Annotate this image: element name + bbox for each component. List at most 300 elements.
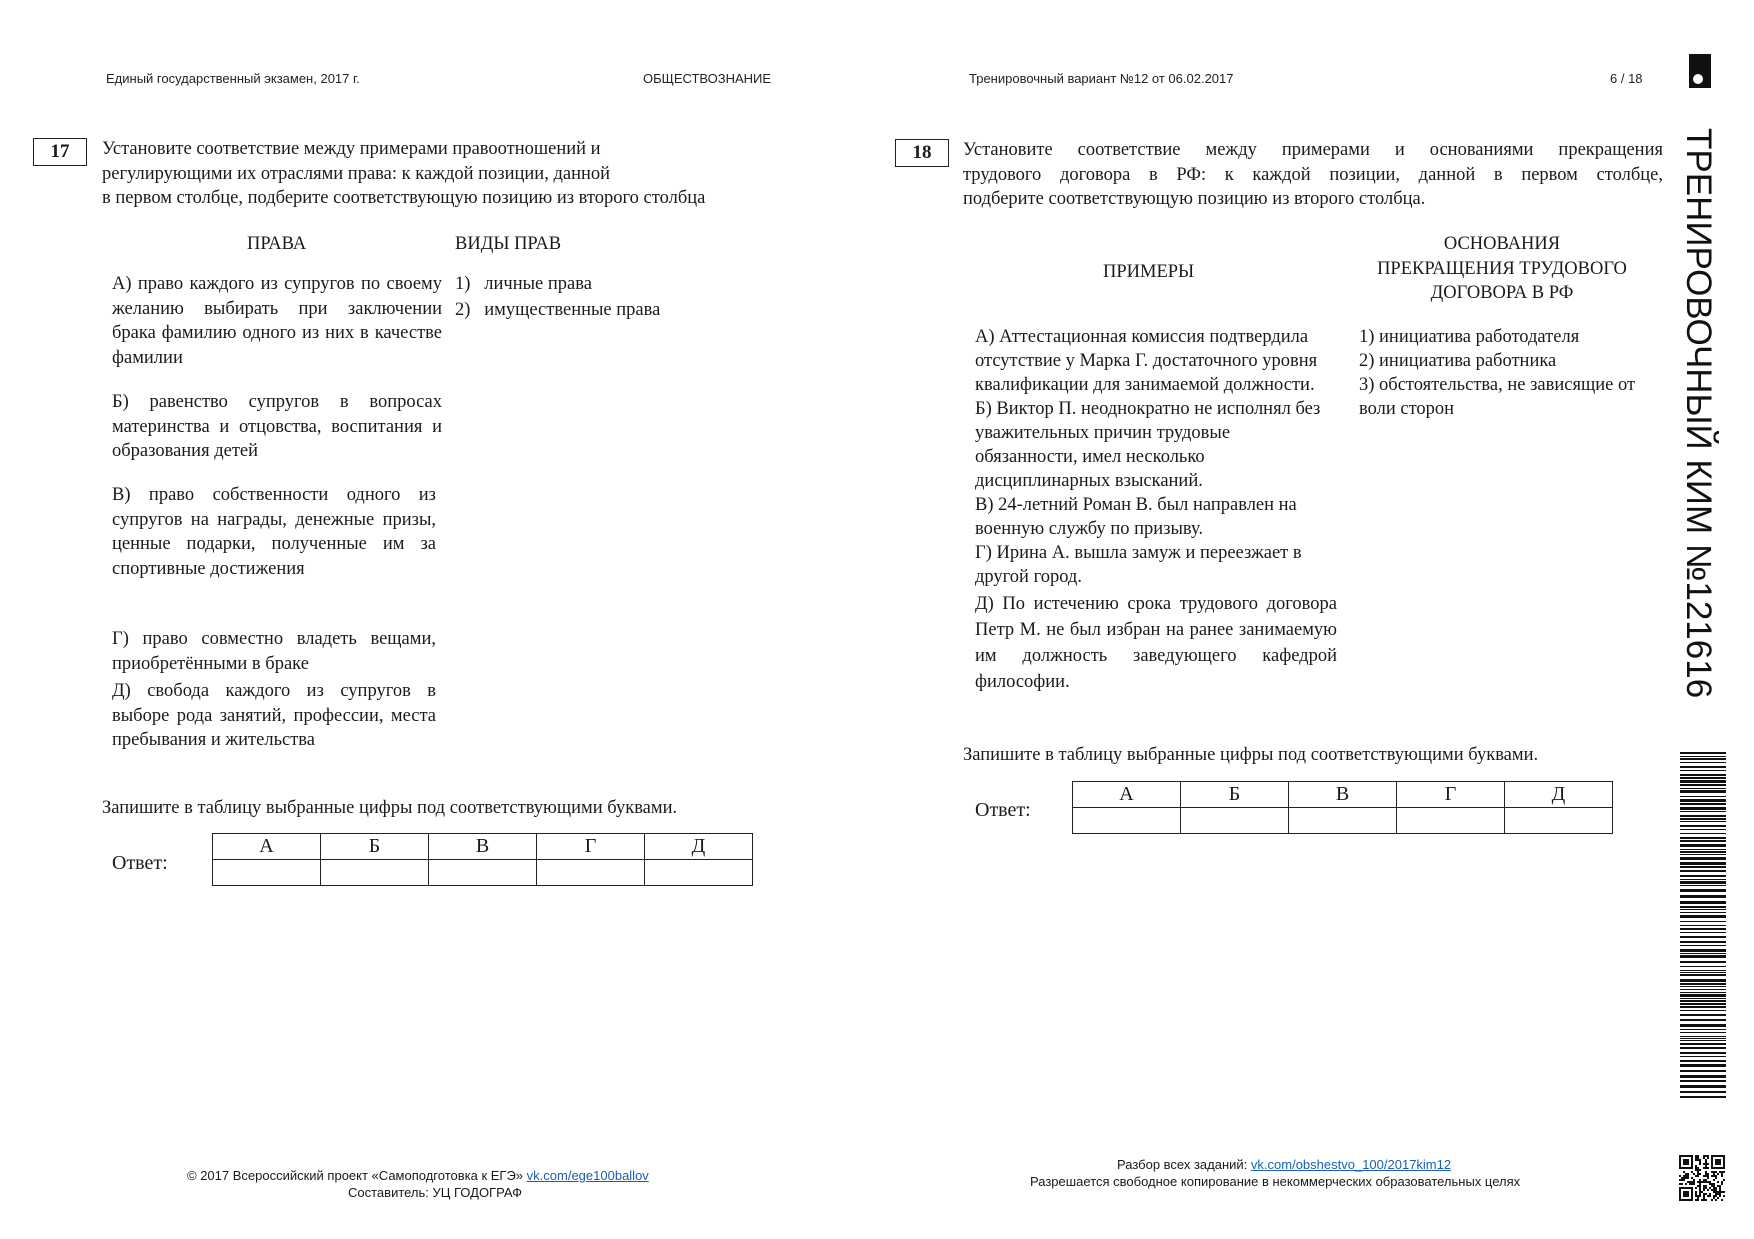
barcode-bar [1680,774,1726,776]
barcode-bar [1680,758,1726,760]
qr-module [1715,1167,1717,1169]
barcode-bar [1680,833,1726,834]
qr-module [1683,1193,1685,1195]
qr-module [1711,1165,1713,1167]
qr-module [1687,1161,1689,1163]
qr-module [1697,1157,1699,1159]
qr-module [1705,1163,1707,1165]
q17-item-e: Д) свобода каждого из супругов в выборе рода занятий, профессии, места пребывания и жительства [112,681,436,750]
qr-module [1705,1193,1707,1195]
q17-letter: Д [645,834,753,860]
barcode-bar [1680,815,1726,817]
qr-module [1715,1163,1717,1165]
qr-module [1691,1157,1693,1159]
q17-answer-cell-b[interactable] [321,860,429,886]
qr-module [1707,1175,1709,1177]
qr-module [1711,1163,1713,1165]
barcode-bar [1680,879,1726,880]
qr-module [1715,1193,1717,1195]
qr-module [1691,1183,1693,1185]
qr-module [1705,1181,1707,1183]
qr-module [1705,1187,1707,1189]
q17-item-b: Б) равенство супругов в вопросах материнства и отцовства, воспитания и образования детей [112,392,442,461]
barcode-bar [1680,762,1726,763]
qr-module [1683,1191,1685,1193]
qr-module [1703,1197,1705,1199]
qr-module [1705,1175,1707,1177]
qr-module [1687,1159,1689,1161]
qr-module [1685,1193,1687,1195]
qr-module [1683,1163,1685,1165]
qr-module [1723,1159,1725,1161]
qr-module [1693,1179,1695,1181]
qr-module [1703,1179,1705,1181]
qr-module [1719,1187,1721,1189]
q17-prompt-line: регулирующими их отраслями права: к каждой позиции, данной [102,163,611,184]
qr-module [1697,1167,1699,1169]
qr-module [1715,1161,1717,1163]
qr-module [1691,1155,1693,1157]
barcode-bar [1680,854,1726,855]
q18-items [975,325,1337,695]
qr-module [1721,1181,1723,1183]
barcode-bar [1680,992,1726,993]
qr-module [1717,1161,1719,1163]
qr-module [1723,1161,1725,1163]
qr-module [1683,1171,1685,1173]
qr-module [1721,1199,1723,1201]
qr-module [1703,1189,1705,1191]
q17-number: 17 [33,138,87,166]
q18-instruction: Запишите в таблицу выбранные цифры под соответствующими буквами. [963,745,1539,765]
qr-module [1705,1173,1707,1175]
qr-module [1699,1163,1701,1165]
q18-option-1: 1) инициатива работодателя [1359,327,1580,347]
qr-module [1687,1173,1689,1175]
qr-module [1683,1159,1685,1161]
qr-module [1687,1163,1689,1165]
barcode-bar [1680,912,1726,913]
qr-module [1687,1181,1689,1183]
header-variant: Тренировочный вариант №12 от 06.02.2017 [969,71,1234,86]
q18-prompt-line: подберите соответствующую позицию из второго столбца. [963,189,1426,209]
qr-module [1717,1167,1719,1169]
qr-module [1713,1185,1715,1187]
footer-left-link[interactable]: vk.com/ege100ballov [526,1168,649,1183]
qr-module [1719,1195,1721,1197]
qr-module [1711,1175,1713,1177]
footer-right [1117,1157,1451,1172]
qr-module [1723,1179,1725,1181]
qr-module [1681,1179,1683,1181]
footer-right-link[interactable]: vk.com/obshestvo_100/2017kim12 [1250,1157,1452,1172]
q18-answer-cell-b[interactable] [1181,808,1289,834]
qr-module [1683,1177,1685,1179]
q18-item-a: А) Аттестационная комиссия подтвердила отсутствие у Марка Г. достаточного уровня квалификации для занимаемой должности. [975,327,1318,395]
qr-module [1683,1175,1685,1177]
barcode-bar [1680,1052,1726,1054]
qr-module [1699,1195,1701,1197]
q17-answer-cell-c[interactable] [429,860,537,886]
barcode-bar [1680,972,1726,973]
barcode-bar [1680,857,1726,860]
barcode-bar [1680,966,1726,967]
barcode-bar [1680,1064,1726,1067]
q18-option-2: 2) инициатива работника [1359,351,1557,371]
barcode-bar [1680,949,1726,952]
qr-module [1699,1191,1701,1193]
qr-module [1719,1185,1721,1187]
footer-review-text: Разбор всех заданий: [1117,1157,1248,1172]
qr-module [1683,1167,1685,1169]
qr-module [1709,1181,1711,1183]
qr-module [1703,1155,1705,1157]
qr-module [1679,1159,1681,1161]
barcode-bar [1680,1006,1726,1008]
qr-module [1687,1155,1689,1157]
qr-module [1707,1177,1709,1179]
qr-module [1715,1171,1717,1173]
q18-number: 18 [895,139,949,167]
barcode-bar [1680,936,1726,938]
barcode-bar [1680,889,1726,892]
qr-module [1719,1159,1721,1161]
qr-module [1709,1183,1711,1185]
barcode-bar [1680,1032,1726,1033]
header-subject: ОБЩЕСТВОЗНАНИЕ [643,71,772,86]
corner-marker-dot [1693,74,1703,84]
q18-item-c: В) 24-летний Роман В. был направлен на военную службу по призыву. [975,495,1297,539]
barcode-bar [1680,1003,1726,1005]
qr-module [1691,1199,1693,1201]
qr-module [1719,1189,1721,1191]
qr-module [1679,1183,1681,1185]
q17-answer-label: Ответ: [112,852,168,874]
barcode-bar [1680,849,1726,850]
barcode-bar [1680,788,1726,789]
qr-module [1683,1187,1685,1189]
barcode-bar [1680,851,1726,853]
qr-module [1703,1157,1705,1159]
qr-module [1721,1155,1723,1157]
qr-module [1703,1193,1705,1195]
qr-module [1721,1171,1723,1173]
qr-module [1719,1171,1721,1173]
qr-module [1713,1175,1715,1177]
barcode-bar [1680,921,1726,922]
qr-module [1707,1155,1709,1157]
q17-prompt [102,137,792,211]
qr-module [1695,1157,1697,1159]
qr-module [1687,1177,1689,1179]
qr-module [1699,1189,1701,1191]
qr-module [1719,1155,1721,1157]
barcode-bar [1680,945,1726,946]
qr-module [1715,1191,1717,1193]
q18-letter: Б [1181,782,1289,808]
qr-module [1685,1161,1687,1163]
qr-module [1713,1191,1715,1193]
barcode-bar [1680,1014,1726,1016]
qr-module [1685,1183,1687,1185]
q18-col1-header: ПРИМЕРЫ [1103,262,1195,282]
qr-module [1711,1171,1713,1173]
qr-module [1713,1183,1715,1185]
qr-module [1689,1187,1691,1189]
qr-module [1699,1173,1701,1175]
barcode-bar [1680,862,1726,865]
qr-module [1715,1175,1717,1177]
barcode-bar [1680,974,1726,976]
qr-module [1691,1165,1693,1167]
qr-module [1723,1171,1725,1173]
q18-letter: А [1073,782,1181,808]
qr-module [1723,1163,1725,1165]
barcode-bar [1680,932,1726,933]
qr-module [1685,1173,1687,1175]
qr-code [1679,1155,1725,1201]
barcode-bar [1680,941,1726,943]
q18-answer-label: Ответ: [975,799,1031,821]
qr-module [1687,1195,1689,1197]
q17-col1-header: ПРАВА [247,234,307,254]
qr-module [1695,1175,1697,1177]
qr-module [1685,1191,1687,1193]
qr-module [1717,1193,1719,1195]
qr-module [1699,1179,1701,1181]
barcode-bar [1680,770,1726,771]
qr-module [1685,1163,1687,1165]
qr-module [1721,1183,1723,1185]
barcode-bar [1680,1040,1726,1041]
q18-item-e: Д) По истечению срока трудового договора Петр М. не был избран на ранее занимаемую им должность заведующего кафедрой философии. [975,594,1337,692]
qr-module [1691,1161,1693,1163]
barcode-bar [1680,844,1726,847]
barcode-bar [1680,866,1726,868]
qr-module [1697,1155,1699,1157]
barcode-bar [1680,1047,1726,1049]
barcode-bar [1680,870,1726,872]
qr-module [1699,1181,1701,1183]
barcode-bar [1680,1080,1726,1082]
q18-item-b: Б) Виктор П. неоднократно не исполнял без уважительных причин трудовые обязанности, имел несколько дисциплинарных взысканий. [975,399,1321,491]
qr-module [1683,1161,1685,1163]
qr-module [1711,1199,1713,1201]
barcode-bar [1680,925,1726,926]
q18-letter: Г [1397,782,1505,808]
barcode-bar [1680,811,1726,812]
barcode-bar [1680,885,1726,886]
barcode-bar [1680,998,1726,999]
barcode-bar [1680,979,1726,982]
qr-module [1685,1159,1687,1161]
barcode-bar [1680,895,1726,898]
barcode-bar [1680,752,1726,754]
qr-module [1717,1191,1719,1193]
qr-module [1679,1193,1681,1195]
qr-module [1697,1175,1699,1177]
q18-col2-header-line: ДОГОВОРА В РФ [1430,283,1574,303]
barcode-bar [1680,915,1726,918]
barcode-bar [1680,909,1726,910]
qr-module [1705,1155,1707,1157]
qr-module [1715,1195,1717,1197]
qr-module [1719,1163,1721,1165]
qr-module [1705,1185,1707,1187]
q18-item-d: Г) Ирина А. вышла замуж и переезжает в другой город. [975,543,1302,587]
qr-module [1721,1175,1723,1177]
qr-module [1715,1177,1717,1179]
barcode [1680,752,1726,1100]
qr-module [1691,1159,1693,1161]
q18-col2-header-line: ОСНОВАНИЯ [1443,234,1561,254]
qr-module [1713,1187,1715,1189]
qr-module [1691,1181,1693,1183]
page-number: 6 / 18 [1610,71,1643,86]
qr-module [1693,1181,1695,1183]
qr-module [1691,1189,1693,1191]
qr-module [1685,1187,1687,1189]
qr-module [1713,1197,1715,1199]
q18-answer-cell-e[interactable] [1505,808,1613,834]
qr-module [1709,1187,1711,1189]
barcode-bar [1680,1091,1726,1093]
qr-module [1721,1167,1723,1169]
qr-module [1715,1159,1717,1161]
qr-module [1711,1189,1713,1191]
q17-option-1: 1) личные права [455,274,592,294]
q18-prompt [963,138,1663,212]
barcode-bar [1680,837,1726,839]
barcode-bar [1680,818,1726,820]
qr-module [1713,1155,1715,1157]
qr-module [1703,1199,1705,1201]
q17-item-c: В) право собственности одного из супругов на награды, денежные призы, ценные подарки, полученные им за спортивные достижения [112,485,436,579]
qr-module [1679,1167,1681,1169]
qr-module [1691,1187,1693,1189]
barcode-bar [1680,1038,1726,1039]
q17-instruction: Запишите в таблицу выбранные цифры под соответствующими буквами. [102,798,678,818]
q18-answer-cell-d[interactable] [1397,808,1505,834]
barcode-bar [1680,829,1726,830]
qr-module [1715,1199,1717,1201]
barcode-bar [1680,1085,1726,1088]
qr-module [1703,1167,1705,1169]
qr-module [1717,1197,1719,1199]
qr-module [1691,1177,1693,1179]
barcode-bar [1680,875,1726,877]
barcode-bar [1680,796,1726,797]
barcode-bar [1680,780,1726,783]
barcode-bar [1680,821,1726,822]
qr-module [1709,1195,1711,1197]
qr-module [1703,1163,1705,1165]
qr-module [1717,1181,1719,1183]
q18-answer-cell-c[interactable] [1289,808,1397,834]
qr-module [1701,1199,1703,1201]
qr-module [1693,1183,1695,1185]
footer-left [187,1168,649,1183]
barcode-bar [1680,955,1726,958]
qr-module [1705,1161,1707,1163]
qr-module [1705,1159,1707,1161]
qr-module [1723,1195,1725,1197]
qr-module [1689,1183,1691,1185]
q17-col2-header: ВИДЫ ПРАВ [455,234,562,254]
qr-module [1687,1167,1689,1169]
q17-answer-table [212,833,753,886]
qr-module [1717,1159,1719,1161]
q18-col2-header [1352,232,1652,306]
qr-module [1715,1187,1717,1189]
qr-module [1679,1187,1681,1189]
qr-module [1707,1163,1709,1165]
qr-module [1707,1181,1709,1183]
qr-module [1687,1193,1689,1195]
barcode-bar [1680,1024,1726,1027]
qr-module [1715,1189,1717,1191]
qr-module [1713,1189,1715,1191]
q18-prompt-line: трудового договора в РФ: к каждой позиции, данной в первом столбце, [963,164,1663,185]
qr-module [1723,1165,1725,1167]
q17-item-d: Г) право совместно владеть вещами, приобретёнными в браке [112,629,436,674]
qr-module [1695,1191,1697,1193]
barcode-bar [1680,1060,1726,1062]
qr-module [1679,1165,1681,1167]
qr-module [1707,1195,1709,1197]
barcode-bar [1680,986,1726,987]
qr-module [1683,1179,1685,1181]
q17-answer-cell-d[interactable] [537,860,645,886]
qr-module [1691,1193,1693,1195]
qr-module [1695,1167,1697,1169]
qr-module [1689,1199,1691,1201]
qr-module [1711,1161,1713,1163]
qr-module [1719,1191,1721,1193]
qr-module [1687,1191,1689,1193]
q18-options [1359,325,1659,421]
qr-module [1699,1159,1701,1161]
q18-option-3: 3) обстоятельства, не зависящие от воли сторон [1359,375,1636,419]
qr-module [1707,1173,1709,1175]
qr-module [1721,1173,1723,1175]
q17-item-a: А) право каждого из супругов по своему желанию выбирать при заключении брака фамилию одного из них в качестве фамилии [112,274,442,368]
qr-module [1691,1171,1693,1173]
qr-module [1683,1195,1685,1197]
qr-module [1723,1155,1725,1157]
q17-answer-cell-e[interactable] [645,860,753,886]
qr-module [1705,1165,1707,1167]
qr-module [1707,1189,1709,1191]
barcode-bar [1680,994,1726,997]
qr-module [1699,1187,1701,1189]
barcode-bar [1680,1000,1726,1002]
qr-module [1723,1157,1725,1159]
qr-module [1679,1175,1681,1177]
qr-module [1699,1193,1701,1195]
q18-answer-cell-a[interactable] [1073,808,1181,834]
qr-module [1681,1177,1683,1179]
qr-module [1695,1195,1697,1197]
q18-letter: Д [1505,782,1613,808]
qr-module [1713,1179,1715,1181]
q17-answer-cell-a[interactable] [213,860,321,886]
qr-module [1679,1161,1681,1163]
qr-module [1697,1173,1699,1175]
qr-module [1701,1181,1703,1183]
qr-module [1695,1165,1697,1167]
barcode-bar [1680,777,1726,779]
